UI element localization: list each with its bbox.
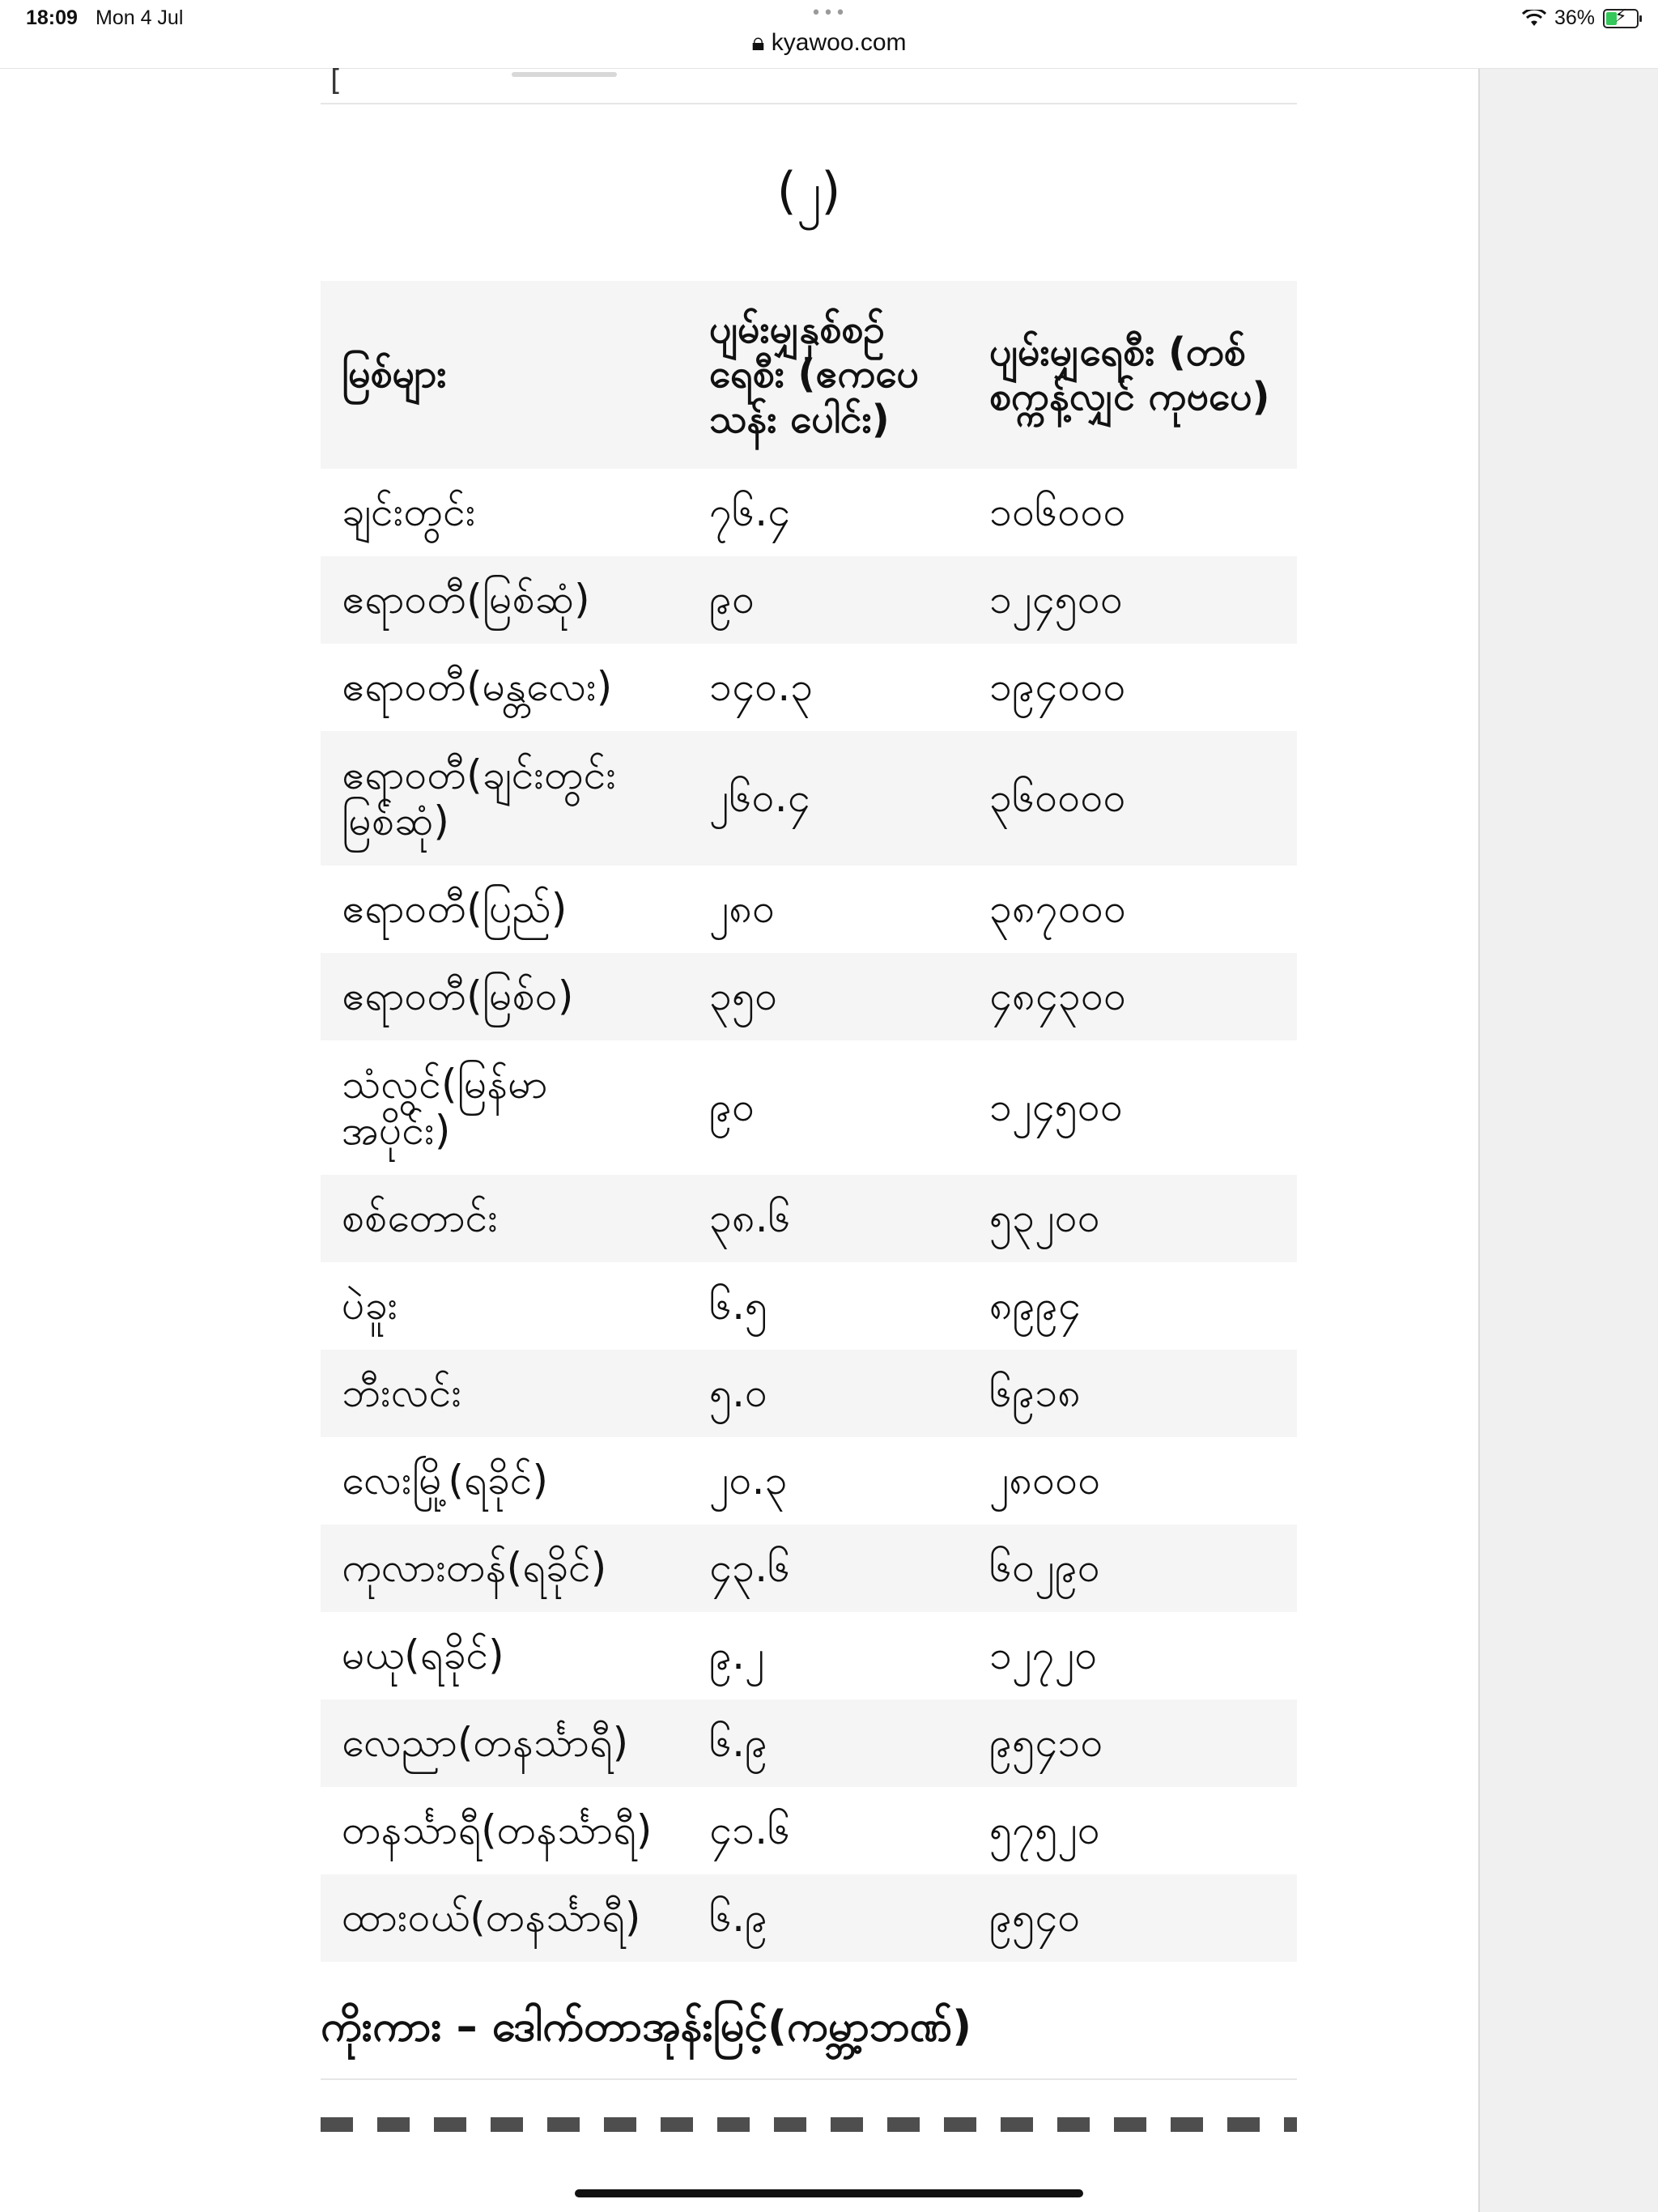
river-name: ဧရာဝတီ(ချင်းတွင်း မြစ်ဆုံ): [321, 731, 688, 866]
status-time: 18:09: [26, 6, 78, 29]
river-name: မယု(ရခိုင်): [342, 1631, 504, 1679]
divider: [321, 2078, 1297, 2080]
river-flow-table: [321, 281, 1297, 1962]
table-row: [321, 866, 1297, 953]
annual-flow-value: ၉၀: [688, 556, 968, 644]
reference-heading: ကိုးကား – ဒေါက်တာအုန်းမြင့်(ကမ္ဘာ့ဘဏ်): [321, 2002, 972, 2051]
average-flow-value: ၂၈၀၀၀: [989, 1457, 1101, 1504]
annual-flow-value: ၉.၂: [709, 1631, 765, 1679]
table-row: [321, 469, 1297, 556]
river-name: စစ်တောင်း: [321, 1175, 688, 1262]
average-flow-value: ၆၀၂၉၀: [968, 1525, 1297, 1612]
annual-flow-value: ၄၃.၆: [688, 1525, 968, 1612]
average-flow-value: ၃၈၇၀၀၀: [989, 885, 1127, 933]
annual-flow-value: ၃၅၀: [688, 953, 968, 1040]
status-indicators: [1522, 6, 1639, 30]
table-row: [321, 1787, 1297, 1874]
table-row: [321, 1437, 1297, 1525]
annual-flow-value: ၃၈.၆: [688, 1175, 968, 1262]
table-row: [321, 1699, 1297, 1787]
annual-flow-value: ၄၁.၆: [709, 1806, 791, 1854]
table-row: [321, 1525, 1297, 1612]
average-flow-value: ၈၉၉၄: [989, 1282, 1081, 1329]
average-flow-value: ၆၉၁၈: [968, 1350, 1297, 1437]
wifi-icon: [1522, 10, 1546, 28]
annual-flow-value: ၂၆၀.၄: [688, 731, 968, 866]
status-date: Mon 4 Jul: [96, 6, 184, 29]
average-flow-value: ၁၂၇၂၀: [989, 1631, 1098, 1679]
river-name: ချင်းတွင်း: [342, 488, 476, 536]
url-text: kyawoo.com: [771, 29, 907, 56]
table-row: [321, 556, 1297, 644]
annual-flow-value: ၆.၅: [709, 1282, 768, 1329]
river-name: ထားဝယ်(တနင်္သာရီ): [321, 1874, 688, 1962]
river-name: တနင်္သာရီ(တနင်္သာရီ): [342, 1806, 653, 1854]
average-flow-value: ၁၀၆၀၀၀: [989, 488, 1126, 536]
annual-flow-value: ၆.၉: [688, 1874, 968, 1962]
section-number: (၂): [776, 161, 841, 220]
lock-icon: 🔒︎: [751, 29, 765, 56]
cropped-next-line: [321, 2096, 1297, 2132]
home-indicator[interactable]: [575, 2189, 1083, 2197]
river-name: လေညာ(တနင်္သာရီ): [321, 1699, 688, 1787]
river-name: သံလွင်(မြန်မာ အပိုင်း): [342, 1060, 548, 1154]
battery-percent: 36%: [1554, 6, 1595, 29]
table-row: [321, 1612, 1297, 1699]
previous-content-fragment: [321, 64, 1297, 104]
river-name: ဘီးလင်း: [321, 1350, 688, 1437]
battery-icon: [1603, 5, 1639, 28]
header-annual-flow: ပျမ်းမျှနှစ်စဉ် ရေစီး (ဧကပေသန်း ပေါင်း): [688, 281, 968, 469]
table-row: [321, 1175, 1297, 1262]
cropped-text-fragment: [: [330, 64, 342, 97]
header-average-flow: ပျမ်းမျှရေစီး (တစ်စက္ကန့်လျှင် ကုဗပေ): [968, 281, 1297, 469]
average-flow-value: ၉၅၄၀: [968, 1874, 1297, 1962]
river-name: ဧရာဝတီ(မန္တလေး): [342, 663, 613, 711]
river-name: ဧရာဝတီ(မြစ်ဝ): [321, 953, 688, 1040]
average-flow-value: ၃၆၀၀၀၀: [968, 731, 1297, 866]
river-name: ပဲခူး: [342, 1282, 398, 1329]
average-flow-value: ၁၂၄၅၀၀: [989, 1083, 1124, 1131]
annual-flow-value: ၉၀: [709, 1083, 755, 1131]
table-row: [321, 1040, 1297, 1175]
average-flow-value: ၅၇၅၂၀: [989, 1806, 1101, 1854]
table-header-row: [321, 281, 1297, 469]
table-row: [321, 644, 1297, 731]
annual-flow-value: ၅.၀: [688, 1350, 968, 1437]
table-row: [321, 1262, 1297, 1350]
address-bar[interactable]: [0, 29, 1658, 57]
annual-flow-value: ၂၈၀: [709, 885, 776, 933]
river-name: ဧရာဝတီ(မြစ်ဆုံ): [321, 556, 688, 644]
table-row: [321, 953, 1297, 1040]
browser-menu-dots-icon[interactable]: •••: [810, 3, 848, 23]
page-side-margin: [1478, 69, 1658, 2212]
table-row: [321, 1350, 1297, 1437]
annual-flow-value: ၂၀.၃: [709, 1457, 788, 1504]
annual-flow-value: ၆.၉: [688, 1699, 968, 1787]
average-flow-value: ၅၃၂၀၀: [968, 1175, 1297, 1262]
average-flow-value: ၁၉၄၀၀၀: [989, 663, 1126, 711]
charging-bolt-icon: ⚡︎: [1614, 5, 1627, 26]
table-row: [321, 1874, 1297, 1962]
river-name: ဧရာဝတီ(ပြည်): [342, 885, 568, 933]
header-rivers: မြစ်များ: [321, 281, 688, 469]
annual-flow-value: ၇၆.၄: [709, 488, 791, 536]
table-row: [321, 731, 1297, 866]
river-name: ကုလားတန်(ရခိုင်): [321, 1525, 688, 1612]
river-name: လေးမြို့(ရခိုင်): [342, 1457, 548, 1504]
annual-flow-value: ၁၄၀.၃: [709, 663, 814, 711]
status-bar: [0, 0, 1658, 69]
cropped-image-fragment: [512, 72, 617, 77]
average-flow-value: ၄၈၄၃၀၀: [968, 953, 1297, 1040]
article-content: [321, 64, 1297, 2132]
average-flow-value: ၁၂၄၅၀၀: [968, 556, 1297, 644]
average-flow-value: ၉၅၄၁၀: [968, 1699, 1297, 1787]
